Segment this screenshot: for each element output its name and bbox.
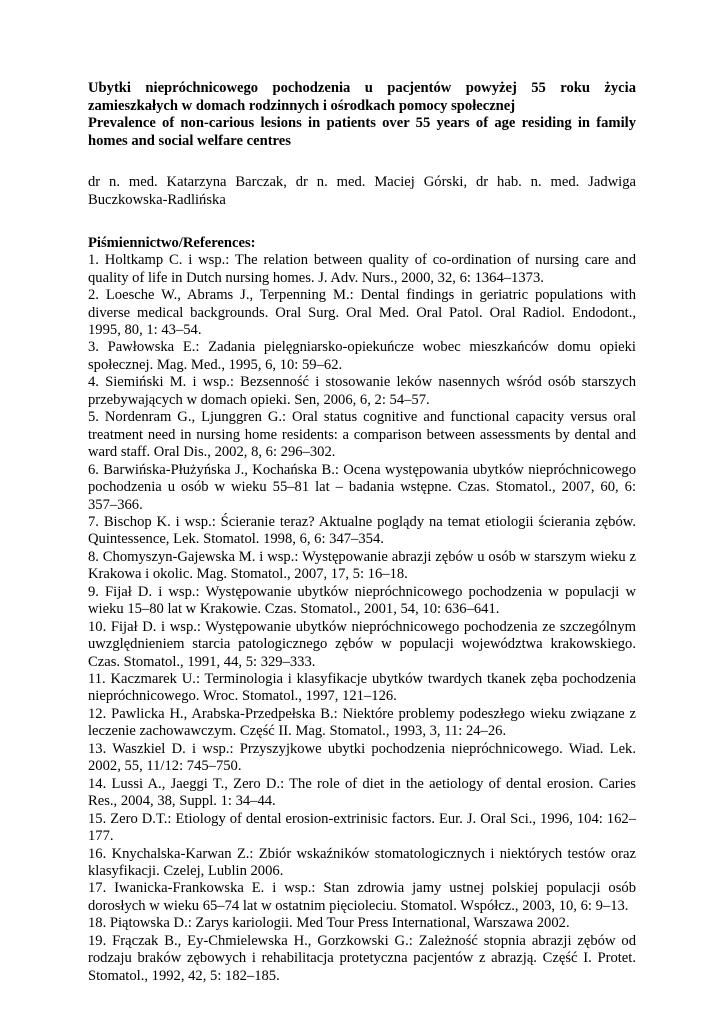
reference-item: 11. Kaczmarek U.: Terminologia i klasyfikacje ubytków twardych tkanek zęba pochodzenia niepróchnicowego. Wroc. Stomatol., 1997, 121–126. [88,671,636,705]
reference-item: 3. Pawłowska E.: Zadania pielęgniarsko-opiekuńcze wobec mieszkańców domu opieki społecznej. Mag. Med., 1995, 6, 10: 59–62. [88,339,636,373]
authors: dr n. med. Katarzyna Barczak, dr n. med. Maciej Górski, dr hab. n. med. Jadwiga Buczkowska-Radlińska [88,174,636,208]
reference-item: 13. Waszkiel D. i wsp.: Przyszyjkowe ubytki pochodzenia niepróchnicowego. Wiad. Lek. 2002, 55, 11/12: 745–750. [88,740,636,775]
title-polish: Ubytki niepróchnicowego pochodzenia u pacjentów powyżej 55 roku życia zamieszkałych w domach rodzinnych i ośrodkach pomocy społecznej [88,80,636,114]
reference-item: 14. Lussi A., Jaeggi T., Zero D.: The role of diet in the aetiology of dental erosion. Caries Res., 2004, 38, Suppl. 1: 34–44. [88,775,636,810]
reference-item: 7. Bischop K. i wsp.: Ścieranie teraz? Aktualne poglądy na temat etiologii ścierania zębów. Quintessence, Lek. Stomatol. 1998, 6, 6: 347–354. [88,513,636,548]
reference-item: 18. Piątowska D.: Zarys kariologii. Med Tour Press International, Warszawa 2002. [88,915,570,932]
reference-item: 4. Siemiński M. i wsp.: Bezsenność i stosowanie leków nasennych wśród osób starszych przebywających w domach opieki. Sen, 2006, 6, 2: 54–57. [88,374,636,408]
references-list [88,252,636,985]
reference-item: 6. Barwińska-Płużyńska J., Kochańska B.: Ocena występowania ubytków niepróchnicowego pochodzenia u osób w wieku 55–81 lat – badania wstępne. Czas. Stomatol., 2007, 60, 6: 357–366. [88,461,636,513]
reference-item: 1. Holtkamp C. i wsp.: The relation between quality of co-ordination of nursing care and quality of life in Dutch nursing homes. J. Adv. Nurs., 2000, 32, 6: 1364–1373. [88,252,636,286]
reference-item: 15. Zero D.T.: Etiology of dental erosion-extrinisic factors. Eur. J. Oral Sci., 1996, 104: 162–177. [88,810,636,845]
references-heading: Piśmiennictwo/References: [88,234,256,251]
title-english: Prevalence of non-carious lesions in patients over 55 years of age residing in family homes and social welfare centres [88,115,636,149]
reference-item: 8. Chomyszyn-Gajewska M. i wsp.: Występowanie abrazji zębów u osób w starszym wieku z Krakowa i okolic. Mag. Stomatol., 2007, 17, 5: 16–18. [88,548,636,583]
reference-item: 19. Frączak B., Ey-Chmielewska H., Gorzkowski G.: Zależność stopnia abrazji zębów od rodzaju braków zębowych i rehabilitacja protetyczna pacjentów z abrazją. Część I. Protet. Stomatol., 1992, 42, 5: 182–185. [88,932,636,984]
reference-item: 2. Loesche W., Abrams J., Terpenning M.: Dental findings in geriatric populations with diverse medical backgrounds. Oral Surg. Oral Med. Oral Patol. Oral Radiol. Endodont., 1995, 80, 1: 43–54. [88,287,636,338]
title-block [88,80,636,150]
reference-item: 17. Iwanicka-Frankowska E. i wsp.: Stan zdrowia jamy ustnej polskiej populacji osób dorosłych w wieku 65–74 lat w ostatnim pięcioleciu. Stomatol. Współcz., 2003, 10, 6: 9–13. [88,880,636,914]
reference-item: 12. Pawlicka H., Arabska-Przedpełska B.: Niektóre problemy podeszłego wieku związane z leczenie zachowawczym. Część II. Mag. Stomatol., 1993, 3, 11: 24–26. [88,705,636,740]
reference-item: 9. Fijał D. i wsp.: Występowanie ubytków niepróchnicowego pochodzenia w populacji w wieku 15–80 lat w Krakowie. Czas. Stomatol., 2001, 54, 10: 636–641. [88,583,636,618]
reference-item: 5. Nordenram G., Ljunggren G.: Oral status cognitive and functional capacity versus oral treatment need in nursing home residents: a comparison between assessments by dental and ward staff. Oral Dis., 2002, 8, 6: 296–302. [88,409,636,461]
reference-item: 10. Fijał D. i wsp.: Występowanie ubytków niepróchnicowego pochodzenia ze szczególnym uwzględnieniem starcia patologicznego zębów w populacji województwa krakowskiego. Czas. Stomatol., 1991, 44, 5: 329–333. [88,618,636,670]
reference-item: 16. Knychalska-Karwan Z.: Zbiór wskaźników stomatologicznych i niektórych testów oraz klasyfikacji. Czelej, Lublin 2006. [88,845,636,880]
